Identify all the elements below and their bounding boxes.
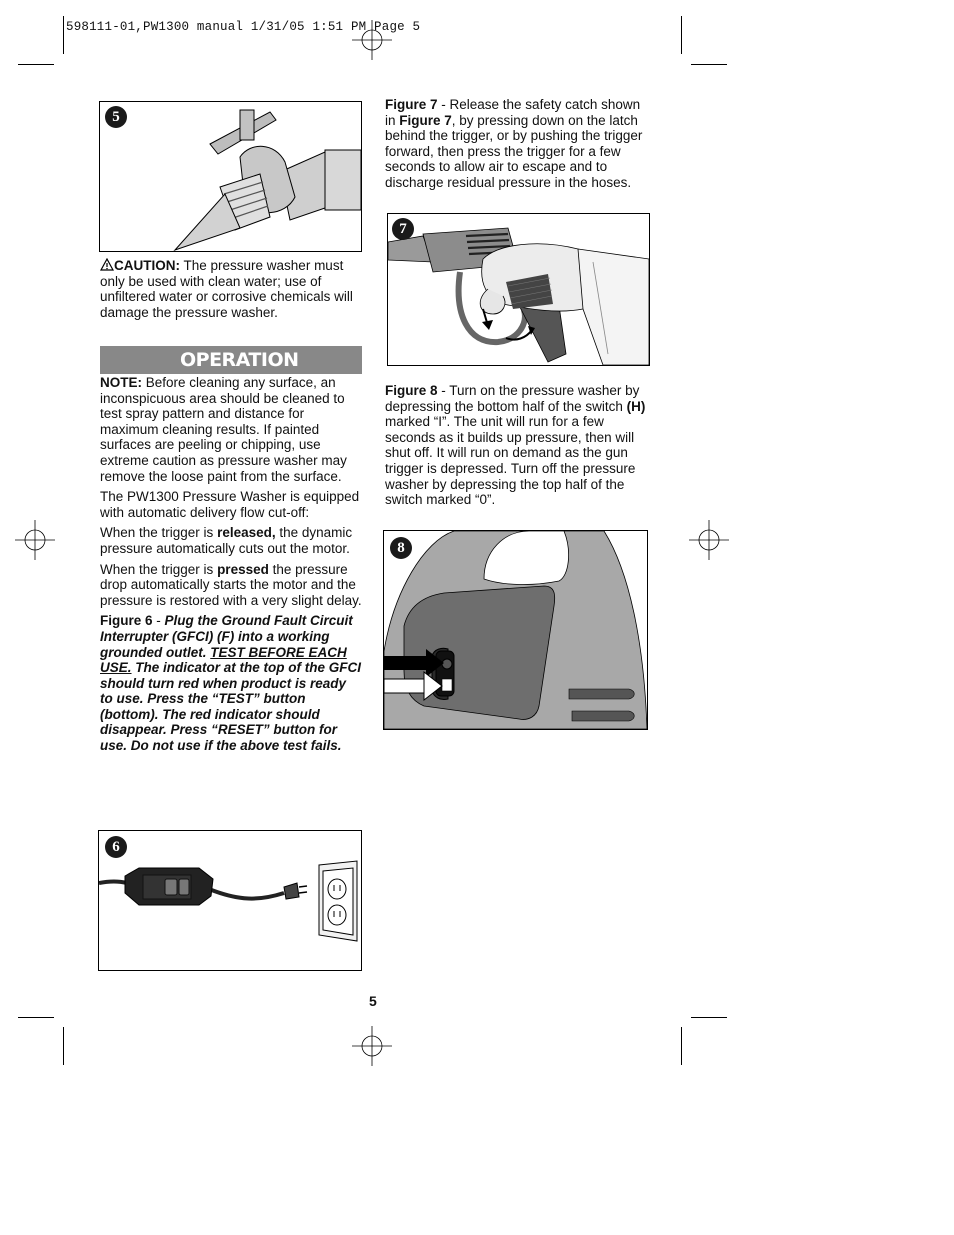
text-span: When the trigger is	[100, 561, 218, 577]
text-span: the pressure drop automatically starts the motor and the pressure is restored with a very slight delay.	[100, 561, 362, 608]
note-paragraph	[100, 375, 362, 484]
caution-text: The pressure washer must only be used with clean water; use of unfiltered water or corrosive chemicals will damage the pressure washer.	[100, 258, 353, 320]
crop-mark	[691, 1017, 727, 1018]
figure-6	[98, 830, 362, 971]
registration-mark-icon	[15, 520, 55, 560]
figure-6-paragraph	[100, 613, 362, 753]
crop-mark	[63, 16, 64, 54]
section-heading: OPERATION	[100, 346, 362, 374]
switch-ref: (H)	[626, 398, 646, 414]
test-instruction: TEST BEFORE EACH USE.	[100, 644, 347, 676]
figure-ref: Figure 7	[385, 97, 438, 112]
emphasis: released,	[217, 525, 276, 541]
faucet-hose-connector-illustration	[100, 102, 361, 251]
figure-5	[99, 101, 362, 252]
crop-mark	[18, 1017, 54, 1018]
caution-label: CAUTION:	[114, 258, 180, 273]
crop-mark	[63, 1027, 64, 1065]
figure-number-badge: 8	[390, 537, 412, 559]
figure-8	[383, 530, 648, 730]
text-span: - Turn on the pressure washer by depressing the bottom half of the switch	[385, 383, 640, 414]
crop-mark	[681, 1027, 682, 1065]
gfci-plug-outlet-illustration	[99, 831, 361, 970]
caution-paragraph	[100, 258, 362, 325]
registration-mark-icon	[689, 520, 729, 560]
emphasis: pressed	[217, 561, 269, 577]
note-text: Before cleaning any surface, an inconspicuous area should be cleaned to test spray pattern and distance for maximum cleaning results. If painted surfaces are peeling or chipping, use extreme caution as pressure washer may remove the loose paint from the surface.	[100, 375, 347, 484]
crop-mark	[18, 64, 54, 65]
text-span: marked “I”. The unit will run for a few seconds as it builds up pressure, then will shut off. It will run on demand as the gun trigger is depressed. Turn off the pressure washer by depressing the top half of the switch marked “0”.	[385, 414, 636, 508]
warning-triangle-icon	[100, 258, 114, 271]
cutoff-paragraph: The PW1300 Pressure Washer is equipped with automatic delivery flow cut-off:	[100, 489, 360, 520]
text-span: Plug the Ground Fault Circuit Interrupter (GFCI) (F) into a working grounded outlet.	[100, 613, 353, 660]
figure-number-badge: 7	[392, 218, 414, 240]
figure-ref: Figure 6	[100, 613, 153, 629]
registration-mark-icon	[352, 20, 392, 60]
text-span: , by pressing down on the latch behind the trigger, or by pushing the trigger forward, then press the trigger for a few seconds to allow air to escape and to discharge residual pressure in the hoses.	[385, 112, 643, 190]
crop-mark	[691, 64, 727, 65]
text-span: When the trigger is	[100, 525, 218, 541]
figure-number-badge: 6	[105, 836, 127, 858]
figure-ref: Figure 7	[399, 112, 452, 128]
text-span: - Release the safety catch shown in	[385, 97, 641, 128]
page-number: 5	[369, 993, 377, 1009]
trigger-pressed-paragraph	[100, 562, 362, 609]
figure-number-badge: 5	[105, 106, 127, 128]
crop-mark	[681, 16, 682, 54]
figure-7	[387, 213, 650, 366]
left-column-text	[100, 375, 362, 759]
note-label: NOTE:	[100, 375, 142, 390]
figure-8-paragraph	[385, 383, 647, 513]
text-span: -	[152, 613, 165, 629]
figure-ref: Figure 8	[385, 383, 438, 398]
power-switch-illustration	[384, 531, 647, 729]
print-slug: 598111-01,PW1300 manual 1/31/05 1:51 PM Page 5	[66, 20, 421, 34]
spray-gun-trigger-illustration	[388, 214, 649, 365]
figure-7-paragraph	[385, 97, 647, 196]
text-span: The indicator at the top of the GFCI should turn red when product is ready to use. Press the “TEST” button (bottom). The red indicator should disappear. Press “RESET” button for use. Do not use if the above test fails.	[100, 660, 362, 754]
text-span: the dynamic pressure automatically cuts out the motor.	[100, 525, 353, 556]
registration-mark-icon	[352, 1026, 392, 1066]
trigger-released-paragraph	[100, 525, 362, 556]
